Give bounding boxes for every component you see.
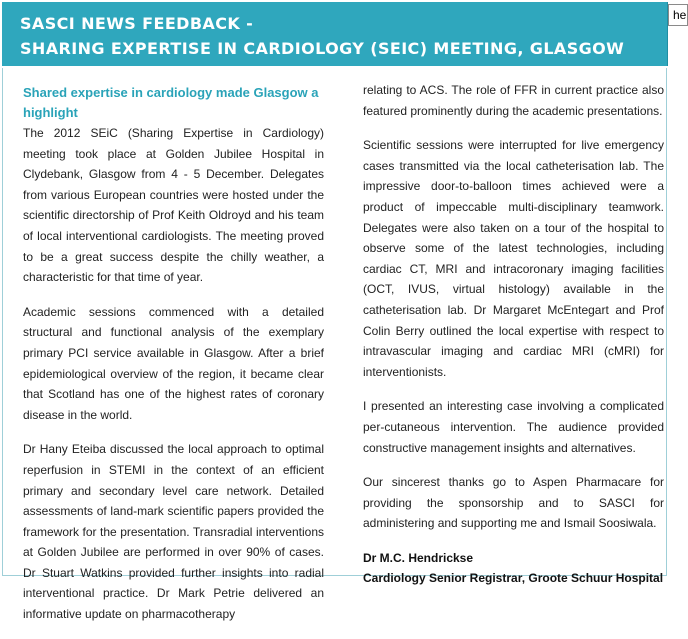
paragraph-case-presentation: I presented an interesting case involving a complicated per-cutaneous intervention. The audience provided constructive management insights and alternatives. bbox=[363, 399, 664, 455]
partial-window-tab[interactable]: he bbox=[668, 4, 688, 26]
header-title-line-2: SHARING EXPERTISE IN CARDIOLOGY (SEIC) MEETING, GLASGOW bbox=[20, 39, 625, 58]
signature-title: Cardiology Senior Registrar, Groote Schuur Hospital bbox=[363, 571, 664, 586]
paragraph-thanks: Our sincerest thanks go to Aspen Pharmacare for providing the sponsorship and to SASCI for administering and supporting me and Ismail Soosiwala. bbox=[363, 475, 664, 531]
right-column bbox=[363, 80, 664, 589]
paragraph-intro: The 2012 SEiC (Sharing Expertise in Cardiology) meeting took place at Golden Jubilee Hospital in Clydebank, Glasgow from 4 - 5 December. Delegates from various European countries were hosted under the scientific directorship of Prof Keith Oldroyd and his team of local interventional cardiologists. The meeting proved to be a great success despite the chilly weather, a characteristic for that time of year. bbox=[23, 126, 324, 285]
article-header-banner bbox=[2, 2, 668, 66]
signature-name: Dr M.C. Hendrickse bbox=[363, 550, 474, 565]
paragraph-live-cases: Scientific sessions were interrupted for live emergency cases transmitted via the local catheterisation lab. The impressive door-to-balloon times achieved were a product of impeccable multi-disciplinary teamwork. Delegates were also taken on a tour of the hospital to observe some of the latest technologies, including cardiac CT, MRI and intracoronary imaging facilities (OCT, IVUS, virtual histology) available in the catheterisation lab. Dr Margaret McEntegart and Prof Colin Berry outlined the local expertise with respect to intravascular imaging and cardiac MRI (cMRI) for interventionists. bbox=[363, 138, 664, 379]
paragraph-stemi: Dr Hany Eteiba discussed the local approach to optimal reperfusion in STEMI in the context of an efficient primary and secondary level care network. Detailed assessments of land-mark scientific papers provided the framework for the presentation. Transradial interventions at Golden Jubilee are performed in over 90% of cases. Dr Stuart Watkins provided further insights into radial interventional practice. Dr Mark Petrie delivered an informative update on pharmacotherapy bbox=[23, 442, 324, 622]
header-title-line-1: SASCI NEWS FEEDBACK - bbox=[20, 14, 254, 33]
paragraph-acs: relating to ACS. The role of FFR in current practice also featured prominently during the academic presentations. bbox=[363, 83, 664, 118]
left-column bbox=[23, 80, 324, 639]
paragraph-academic-sessions: Academic sessions commenced with a detailed structural and functional analysis of the exemplary primary PCI service available in Glasgow. After a brief epidemiological overview of the region, it became clear that Scotland has one of the highest rates of coronary disease in the world. bbox=[23, 304, 324, 422]
article-headline: Shared expertise in cardiology made Glasgow a highlight bbox=[23, 85, 319, 120]
article-page bbox=[2, 68, 667, 622]
